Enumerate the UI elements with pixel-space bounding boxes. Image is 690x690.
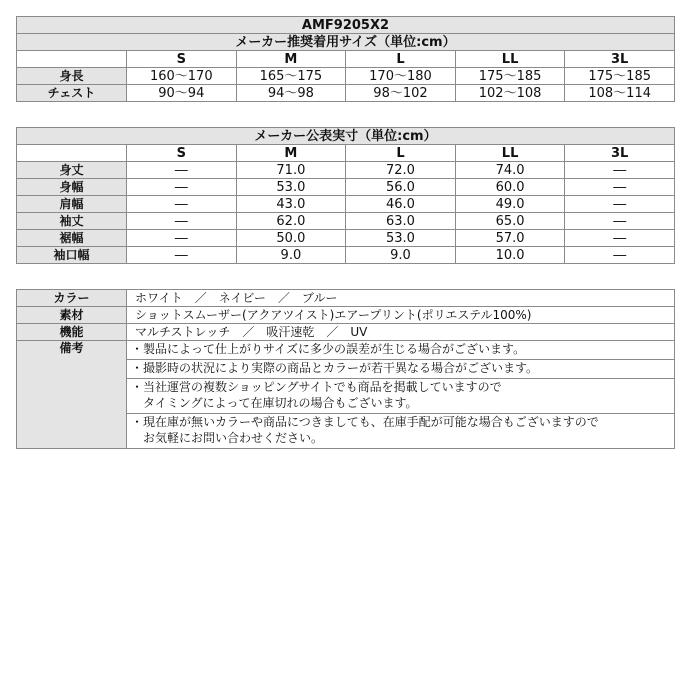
table-cell: 175〜185	[455, 68, 565, 85]
table-cell: ―	[127, 247, 237, 264]
table-cell: 170〜180	[346, 68, 456, 85]
table-row	[17, 179, 675, 196]
size-header: 3L	[565, 51, 675, 68]
size-header: L	[346, 51, 456, 68]
remark-item	[127, 360, 675, 379]
table-cell: 94〜98	[236, 85, 346, 102]
remark-item	[127, 414, 675, 449]
size-header: S	[127, 51, 237, 68]
table-row	[17, 307, 675, 324]
product-code: AMF9205X2	[17, 17, 675, 34]
table-cell: 65.0	[455, 213, 565, 230]
row-label: 袖口幅	[17, 247, 127, 264]
size-header: M	[236, 51, 346, 68]
function-label: 機能	[17, 324, 127, 341]
table-row	[17, 247, 675, 264]
table-cell: ―	[127, 179, 237, 196]
table-cell: 57.0	[455, 230, 565, 247]
table-row	[17, 68, 675, 85]
material-value: ショットスムーザー(アクアツイスト)エアープリント(ポリエステル100%)	[127, 307, 675, 324]
table-cell: 90〜94	[127, 85, 237, 102]
table-cell: 46.0	[346, 196, 456, 213]
color-label: カラー	[17, 290, 127, 307]
table-cell: 108〜114	[565, 85, 675, 102]
table-cell: 62.0	[236, 213, 346, 230]
table-row	[17, 341, 675, 360]
remark-item	[127, 379, 675, 414]
table-cell: ―	[127, 230, 237, 247]
row-label: 裾幅	[17, 230, 127, 247]
remark-line: ・当社運営の複数ショッピングサイトでも商品を掲載していますので	[131, 380, 502, 394]
row-label: 身長	[17, 68, 127, 85]
table-cell: ―	[127, 213, 237, 230]
table-cell: 71.0	[236, 162, 346, 179]
table-cell: 102〜108	[455, 85, 565, 102]
table-cell: 165〜175	[236, 68, 346, 85]
table-cell: 72.0	[346, 162, 456, 179]
material-label: 素材	[17, 307, 127, 324]
table-cell: ―	[565, 247, 675, 264]
row-label: 袖丈	[17, 213, 127, 230]
size-header: L	[346, 145, 456, 162]
table-cell: 53.0	[236, 179, 346, 196]
remarks-label: 備考	[17, 341, 127, 449]
measurement-table	[16, 127, 675, 264]
recommended-size-title: メーカー推奨着用サイズ（単位:cm）	[17, 34, 675, 51]
table-row	[17, 324, 675, 341]
table-cell: ―	[565, 230, 675, 247]
table-row	[17, 162, 675, 179]
measurement-title: メーカー公表実寸（単位:cm）	[17, 128, 675, 145]
size-header: LL	[455, 51, 565, 68]
recommended-size-table	[16, 16, 675, 102]
table-cell: 63.0	[346, 213, 456, 230]
table-row	[17, 196, 675, 213]
table-cell: ―	[565, 213, 675, 230]
table-cell: 9.0	[346, 247, 456, 264]
size-header: LL	[455, 145, 565, 162]
product-info-table	[16, 289, 675, 449]
corner-cell	[17, 145, 127, 162]
row-label: 身幅	[17, 179, 127, 196]
row-label: 身丈	[17, 162, 127, 179]
size-header: M	[236, 145, 346, 162]
remark-line: タイミングによって在庫切れの場合もございます。	[131, 396, 418, 410]
row-label: 肩幅	[17, 196, 127, 213]
table-cell: 74.0	[455, 162, 565, 179]
table-cell: ―	[127, 196, 237, 213]
remark-item	[127, 341, 675, 360]
spec-sheet	[16, 16, 675, 449]
table-cell: 175〜185	[565, 68, 675, 85]
spacer	[16, 102, 675, 127]
table-cell: 10.0	[455, 247, 565, 264]
table-row	[17, 230, 675, 247]
table-cell: 53.0	[346, 230, 456, 247]
table-cell: 56.0	[346, 179, 456, 196]
function-value: マルチストレッチ ／ 吸汗速乾 ／ UV	[127, 324, 675, 341]
size-header: 3L	[565, 145, 675, 162]
table-cell: ―	[127, 162, 237, 179]
table-cell: 43.0	[236, 196, 346, 213]
table-row	[17, 290, 675, 307]
table-cell: 49.0	[455, 196, 565, 213]
table-cell: 98〜102	[346, 85, 456, 102]
table-cell: ―	[565, 162, 675, 179]
table-cell: 60.0	[455, 179, 565, 196]
table-row	[17, 213, 675, 230]
table-cell: ―	[565, 196, 675, 213]
table-cell: 9.0	[236, 247, 346, 264]
table-row	[17, 85, 675, 102]
remark-line: ・製品によって仕上がりサイズに多少の誤差が生じる場合がございます。	[131, 342, 526, 356]
table-cell: 50.0	[236, 230, 346, 247]
row-label: チェスト	[17, 85, 127, 102]
spacer	[16, 264, 675, 289]
remark-line: ・現在庫が無いカラーや商品につきましても、在庫手配が可能な場合もございますので	[131, 415, 599, 429]
size-header: S	[127, 145, 237, 162]
remark-line: お気軽にお問い合わせください。	[131, 431, 324, 445]
table-cell: ―	[565, 179, 675, 196]
color-value: ホワイト ／ ネイビー ／ ブルー	[127, 290, 675, 307]
corner-cell	[17, 51, 127, 68]
remark-line: ・撮影時の状況により実際の商品とカラーが若干異なる場合がございます。	[131, 361, 539, 375]
table-cell: 160〜170	[127, 68, 237, 85]
